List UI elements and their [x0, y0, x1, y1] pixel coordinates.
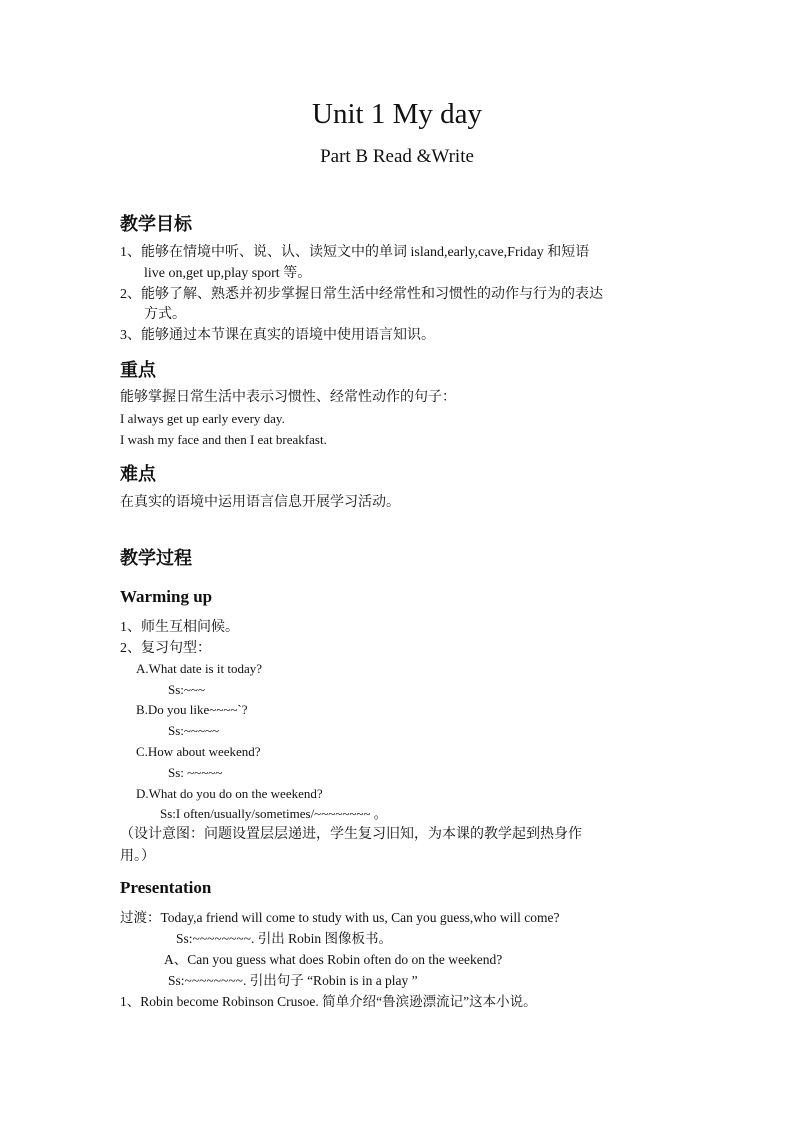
- presentation-answer-2: Ss:~~~~~~~~. 引出句子 “Robin is in a play ”: [168, 973, 418, 988]
- review-answer-b: Ss:~~~~~: [168, 723, 220, 738]
- warming-item-2: 2、复习句型：: [120, 641, 211, 656]
- difficulties-heading: 难点: [120, 464, 156, 485]
- warming-item-1: 1、师生互相问候。: [120, 620, 239, 635]
- objectives-heading: 教学目标: [120, 214, 192, 235]
- warming-up-heading: Warming up: [120, 587, 213, 606]
- objective-2-line2: 方式。: [144, 307, 186, 322]
- presentation-heading: Presentation: [120, 878, 212, 897]
- presentation-transition: 过渡：Today,a friend will come to study with us, Can you guess,who will come?: [120, 910, 560, 925]
- review-answer-d: Ss:I often/usually/sometimes/~~~~~~~~ 。: [160, 806, 387, 821]
- presentation-item-1: 1、Robin become Robinson Crusoe. 简单介绍“鲁滨逊漂流记”这本小说。: [120, 994, 537, 1009]
- review-answer-a: Ss:~~~: [168, 682, 206, 697]
- review-question-c: C.How about weekend?: [136, 744, 261, 759]
- objective-2-line1: 2、能够了解、熟悉并初步掌握日常生活中经常性和习惯性的动作与行为的表达: [120, 287, 603, 302]
- review-question-a: A.What date is it today?: [136, 661, 262, 676]
- objective-3: 3、能够通过本节课在真实的语境中使用语言知识。: [120, 328, 435, 343]
- review-answer-c: Ss: ~~~~~: [168, 765, 223, 780]
- objective-1-line2: live on,get up,play sport 等。: [144, 266, 312, 281]
- difficulties-text: 在真实的语境中运用语言信息开展学习活动。: [120, 495, 400, 510]
- review-question-b: B.Do you like~~~~`?: [136, 702, 248, 717]
- key-sentence-1: I always get up early every day.: [120, 411, 285, 426]
- page-title: Unit 1 My day: [312, 98, 482, 130]
- design-intent-line2: 用。）: [120, 849, 155, 864]
- objective-1-line1: 1、能够在情境中听、说、认、读短文中的单词 island,early,cave,Friday 和短语: [120, 245, 590, 260]
- presentation-answer-1: Ss:~~~~~~~~. 引出 Robin 图像板书。: [176, 931, 392, 946]
- key-points-heading: 重点: [120, 360, 156, 381]
- presentation-question-a: A、Can you guess what does Robin often do on the weekend?: [164, 952, 503, 967]
- page-subtitle: Part B Read &Write: [320, 146, 474, 167]
- review-question-d: D.What do you do on the weekend?: [136, 786, 323, 801]
- key-points-intro: 能够掌握日常生活中表示习惯性、经常性动作的句子：: [120, 390, 456, 405]
- design-intent-line1: （设计意图：问题设置层层递进，学生复习旧知，为本课的教学起到热身作: [120, 827, 582, 842]
- process-heading: 教学过程: [120, 548, 192, 569]
- key-sentence-2: I wash my face and then I eat breakfast.: [120, 432, 327, 447]
